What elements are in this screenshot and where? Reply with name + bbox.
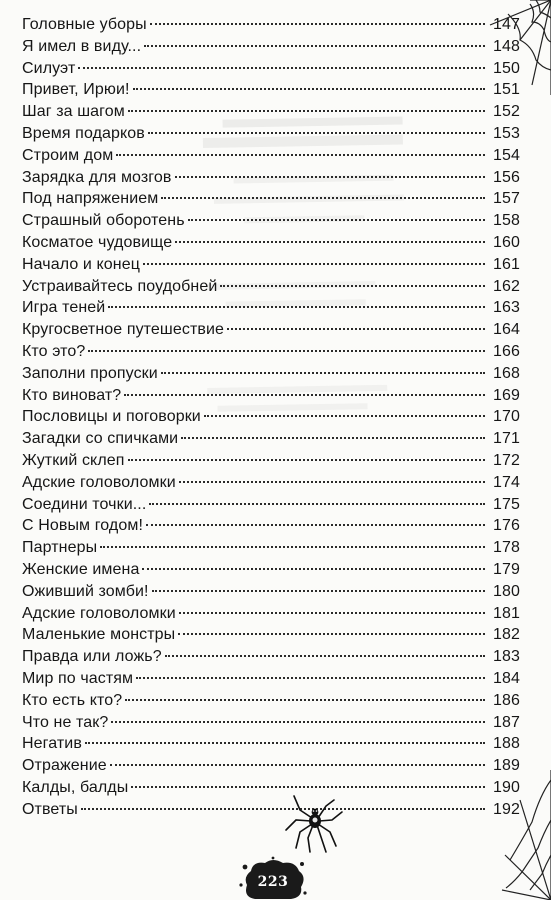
toc-entry-page: 151 (493, 81, 520, 99)
toc-entry-title: Кто виноват? (22, 386, 122, 404)
toc-entry-page: 188 (493, 735, 520, 753)
dot-leader (108, 305, 485, 308)
dot-leader (128, 458, 485, 461)
dot-leader (146, 523, 485, 526)
dot-leader (227, 327, 485, 330)
dot-leader (178, 632, 485, 635)
toc-entry-title: Жуткий склеп (22, 451, 125, 469)
dot-leader (150, 22, 485, 25)
toc-entry-title: Правда или ложь? (22, 648, 162, 666)
toc-entry-page: 172 (493, 451, 520, 469)
toc-entry (22, 430, 520, 452)
toc-entry-title: Соедини точки... (22, 495, 147, 513)
dot-leader (165, 654, 485, 657)
dot-leader (179, 480, 485, 483)
table-of-contents (22, 16, 520, 822)
toc-entry-title: Кругосветное путешествие (22, 321, 225, 339)
dot-leader (161, 196, 485, 199)
toc-entry (22, 714, 520, 736)
toc-entry-page: 178 (493, 539, 520, 557)
toc-entry-title: Я имел в виду... (22, 37, 142, 55)
toc-entry-page: 162 (493, 277, 520, 295)
dot-leader (152, 589, 485, 592)
toc-entry-page: 179 (493, 560, 520, 578)
toc-entry-title: Адские головоломки (22, 604, 176, 622)
toc-entry (22, 539, 520, 561)
dot-leader (148, 131, 485, 134)
toc-entry-page: 152 (493, 103, 520, 121)
dot-leader (220, 284, 485, 287)
toc-entry-page: 184 (493, 669, 520, 687)
toc-entry-page: 190 (493, 778, 520, 796)
toc-entry-title: Головные уборы (22, 16, 147, 33)
toc-entry-title: С Новым годом! (22, 517, 144, 535)
dot-leader (143, 262, 485, 265)
toc-entry-title: Что не так? (22, 713, 109, 731)
toc-entry-page: 183 (493, 648, 520, 666)
toc-entry (22, 757, 520, 779)
toc-entry-page: 156 (493, 168, 520, 186)
toc-entry (22, 452, 520, 474)
toc-entry (22, 801, 520, 823)
toc-entry-title: Начало и конец (22, 255, 140, 273)
toc-entry-page: 160 (493, 233, 520, 251)
toc-entry-page: 157 (493, 190, 520, 208)
toc-entry-title: Загадки со спичками (22, 430, 179, 448)
toc-entry-page: 147 (493, 16, 520, 33)
toc-entry-title: Строим дом (22, 146, 114, 164)
toc-entry-page: 192 (493, 800, 520, 818)
page-number: 223 (257, 874, 289, 890)
toc-entry-title: Калды, балды (22, 778, 129, 796)
dot-leader (144, 44, 485, 47)
toc-entry-page: 174 (493, 473, 520, 491)
toc-entry-title: Пословицы и поговорки (22, 408, 201, 426)
dot-leader (179, 611, 485, 614)
toc-entry-page: 158 (493, 212, 520, 230)
toc-entry (22, 190, 520, 212)
toc-entry (22, 408, 520, 430)
toc-entry-page: 153 (493, 124, 520, 142)
dot-leader (81, 807, 485, 810)
dot-leader (204, 414, 485, 417)
toc-entry-title: Время подарков (22, 124, 145, 142)
dot-leader (111, 720, 485, 723)
toc-entry (22, 670, 520, 692)
toc-entry (22, 299, 520, 321)
dot-leader (181, 436, 485, 439)
toc-entry (22, 648, 520, 670)
toc-entry (22, 692, 520, 714)
dot-leader (149, 502, 485, 505)
toc-entry-title: Мир по частям (22, 669, 134, 687)
dot-leader (175, 175, 486, 178)
dot-leader (161, 371, 485, 374)
toc-entry-page: 169 (493, 386, 520, 404)
dot-leader (78, 66, 485, 69)
toc-entry-title: Партнеры (22, 539, 98, 557)
toc-entry-title: Устраивайтесь поудобней (22, 277, 218, 295)
toc-entry (22, 278, 520, 300)
toc-entry (22, 517, 520, 539)
toc-entry (22, 583, 520, 605)
toc-entry-title: Косматое чудовище (22, 233, 173, 251)
toc-entry-page: 166 (493, 342, 520, 360)
toc-entry-title: Оживший зомби! (22, 582, 149, 600)
dot-leader (188, 218, 485, 221)
toc-entry-page: 164 (493, 321, 520, 339)
toc-entry (22, 496, 520, 518)
dot-leader (124, 393, 485, 396)
dot-leader (131, 785, 485, 788)
dot-leader (142, 567, 485, 570)
toc-entry-title: Ответы (22, 800, 78, 818)
toc-entry-page: 181 (493, 604, 520, 622)
toc-entry-page: 171 (493, 430, 520, 448)
toc-entry (22, 256, 520, 278)
toc-entry (22, 38, 520, 60)
toc-entry (22, 103, 520, 125)
toc-entry-title: Отражение (22, 757, 107, 775)
toc-entry (22, 779, 520, 801)
toc-entry (22, 387, 520, 409)
toc-entry (22, 81, 520, 103)
toc-entry-page: 161 (493, 255, 520, 273)
toc-entry-title: Адские головоломки (22, 473, 176, 491)
dot-leader (136, 676, 485, 679)
dot-leader (128, 109, 485, 112)
toc-entry-title: Заполни пропуски (22, 364, 158, 382)
toc-entry-title: Силуэт (22, 59, 76, 77)
toc-entry-title: Кто это? (22, 342, 86, 360)
toc-entry-page: 187 (493, 713, 520, 731)
toc-entry-title: Женские имена (22, 560, 140, 578)
toc-entry-page: 163 (493, 299, 520, 317)
toc-entry-title: Маленькие монстры (22, 626, 176, 644)
toc-entry (22, 365, 520, 387)
toc-entry (22, 343, 520, 365)
dot-leader (85, 741, 485, 744)
dot-leader (175, 240, 485, 243)
toc-entry (22, 234, 520, 256)
toc-entry-page: 176 (493, 517, 520, 535)
toc-entry-page: 148 (493, 37, 520, 55)
toc-entry-page: 154 (493, 146, 520, 164)
toc-entry-page: 189 (493, 757, 520, 775)
toc-entry (22, 212, 520, 234)
toc-entry (22, 735, 520, 757)
toc-entry-title: Негатив (22, 735, 82, 753)
dot-leader (125, 698, 485, 701)
toc-entry (22, 626, 520, 648)
toc-entry-page: 186 (493, 691, 520, 709)
toc-entry-title: Шаг за шагом (22, 103, 125, 121)
toc-entry-title: Под напряжением (22, 190, 159, 208)
toc-entry (22, 16, 520, 38)
toc-entry-page: 180 (493, 582, 520, 600)
toc-entry-page: 168 (493, 364, 520, 382)
toc-entry-title: Зарядка для мозгов (22, 168, 172, 186)
toc-entry-title: Игра теней (22, 299, 106, 317)
toc-entry-title: Привет, Ирюи! (22, 81, 130, 99)
toc-entry (22, 125, 520, 147)
toc-entry (22, 147, 520, 169)
dot-leader (88, 349, 485, 352)
toc-entry-title: Страшный оборотень (22, 212, 185, 230)
dot-leader (133, 87, 485, 90)
toc-entry-page: 150 (493, 59, 520, 77)
toc-entry-title: Кто есть кто? (22, 691, 123, 709)
toc-entry (22, 321, 520, 343)
toc-entry (22, 561, 520, 583)
dot-leader (100, 545, 485, 548)
toc-entry (22, 474, 520, 496)
dot-leader (110, 763, 485, 766)
toc-entry (22, 169, 520, 191)
toc-entry-page: 175 (493, 495, 520, 513)
toc-entry-page: 182 (493, 626, 520, 644)
toc-entry (22, 605, 520, 627)
toc-entry-page: 170 (493, 408, 520, 426)
toc-entry (22, 60, 520, 82)
page-number-badge (239, 855, 307, 899)
dot-leader (116, 153, 485, 156)
